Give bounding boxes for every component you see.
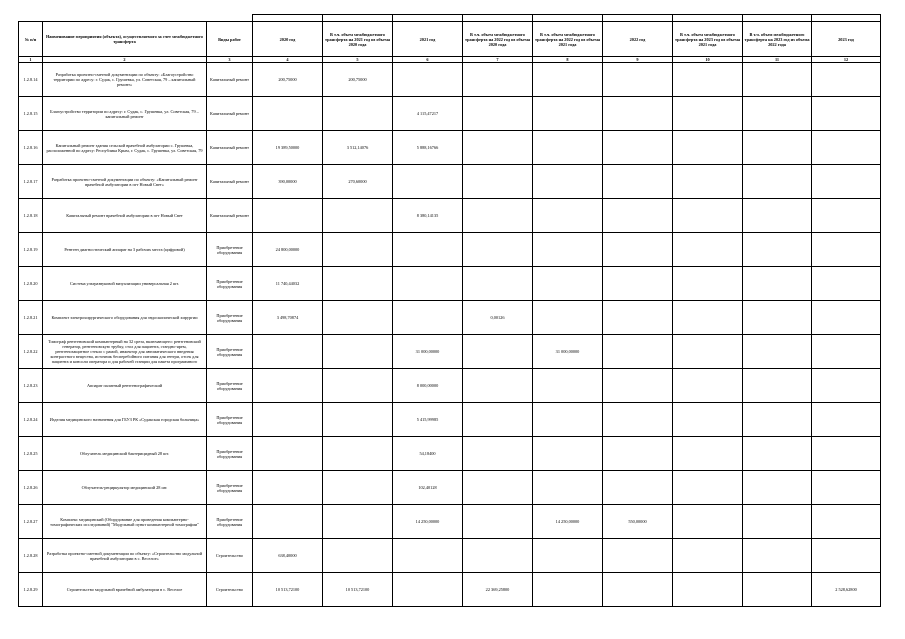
row-number: 1.2.8.21 bbox=[19, 301, 43, 335]
row-work-type: Строительство bbox=[207, 539, 253, 573]
row-number: 1.2.8.26 bbox=[19, 471, 43, 505]
cell-incl-2023-from-2022 bbox=[743, 131, 812, 165]
row-number: 1.2.8.28 bbox=[19, 539, 43, 573]
table-row bbox=[19, 63, 881, 97]
header-incl-2021-from-2020: В т.ч. объем межбюджетного трансферта на 2021 год из объема 2020 года bbox=[323, 22, 393, 57]
row-work-type: Капитальный ремонт bbox=[207, 131, 253, 165]
cell-incl-2023-from-2022 bbox=[743, 97, 812, 131]
cell-2023 bbox=[812, 131, 881, 165]
cell-incl-2023-from-2022 bbox=[743, 335, 812, 369]
cell-2021 bbox=[393, 165, 463, 199]
transfer-table bbox=[18, 14, 881, 607]
cell-2021: 54,18400 bbox=[393, 437, 463, 471]
cell-2021 bbox=[393, 63, 463, 97]
cell-incl-2022-from-2021 bbox=[533, 97, 603, 131]
cell-2021 bbox=[393, 267, 463, 301]
cell-incl-2022-from-2021 bbox=[533, 63, 603, 97]
cell-2022 bbox=[603, 403, 673, 437]
row-work-type: Приобретение оборудования bbox=[207, 267, 253, 301]
row-work-type: Приобретение оборудования bbox=[207, 505, 253, 539]
cell-incl-2023-from-2021 bbox=[673, 63, 743, 97]
cell-2020: 10 513,72100 bbox=[253, 573, 323, 607]
cell-incl-2023-from-2021 bbox=[673, 403, 743, 437]
column-number: 10 bbox=[673, 57, 743, 63]
column-number: 4 bbox=[253, 57, 323, 63]
cell-2022 bbox=[603, 471, 673, 505]
column-number: 6 bbox=[393, 57, 463, 63]
header-2023: 2023 год bbox=[812, 22, 881, 57]
cell-2020: 3 498,70874 bbox=[253, 301, 323, 335]
row-name: Комплекс медицинский (Оборудование для проведения компьютерно-томографических исследований) "Модульный пункт компьютерной томографии" bbox=[43, 505, 207, 539]
row-name: Система ультразвуковой визуализации универсальная 2 шт. bbox=[43, 267, 207, 301]
cell-incl-2022-from-2020: 0,00126 bbox=[463, 301, 533, 335]
row-name: Разработка проектно-сметной документации по объекту: «Строительство модульной врачебной амбулатории в с. Веселое» bbox=[43, 539, 207, 573]
cell-2022 bbox=[603, 63, 673, 97]
cell-incl-2022-from-2021 bbox=[533, 369, 603, 403]
cell-incl-2023-from-2022 bbox=[743, 233, 812, 267]
cell-incl-2021-from-2020 bbox=[323, 97, 393, 131]
cell-2021: 4 115,47217 bbox=[393, 97, 463, 131]
cell-incl-2023-from-2021 bbox=[673, 267, 743, 301]
top-spacer-row bbox=[19, 15, 881, 22]
cell-incl-2023-from-2021 bbox=[673, 573, 743, 607]
cell-incl-2023-from-2022 bbox=[743, 369, 812, 403]
row-number: 1.2.8.14 bbox=[19, 63, 43, 97]
cell-incl-2021-from-2020 bbox=[323, 199, 393, 233]
cell-incl-2023-from-2021 bbox=[673, 97, 743, 131]
cell-2021 bbox=[393, 539, 463, 573]
cell-incl-2022-from-2021 bbox=[533, 573, 603, 607]
cell-incl-2023-from-2022 bbox=[743, 165, 812, 199]
cell-incl-2022-from-2020: 22 369,25800 bbox=[463, 573, 533, 607]
cell-2023 bbox=[812, 267, 881, 301]
cell-incl-2022-from-2021 bbox=[533, 471, 603, 505]
cell-incl-2023-from-2022 bbox=[743, 573, 812, 607]
header-row bbox=[19, 22, 881, 57]
cell-2020: 200,75000 bbox=[253, 63, 323, 97]
cell-incl-2023-from-2021 bbox=[673, 301, 743, 335]
row-work-type: Строительство bbox=[207, 573, 253, 607]
cell-2022 bbox=[603, 437, 673, 471]
cell-incl-2022-from-2020 bbox=[463, 131, 533, 165]
cell-incl-2023-from-2022 bbox=[743, 437, 812, 471]
cell-incl-2021-from-2020: 270,60000 bbox=[323, 165, 393, 199]
cell-incl-2023-from-2022 bbox=[743, 199, 812, 233]
row-number: 1.2.8.20 bbox=[19, 267, 43, 301]
cell-incl-2022-from-2020 bbox=[463, 471, 533, 505]
cell-incl-2021-from-2020 bbox=[323, 369, 393, 403]
table-row bbox=[19, 131, 881, 165]
cell-2022 bbox=[603, 233, 673, 267]
table-row bbox=[19, 437, 881, 471]
header-num: № п/п bbox=[19, 22, 43, 57]
cell-incl-2022-from-2020 bbox=[463, 199, 533, 233]
table-row bbox=[19, 369, 881, 403]
cell-incl-2023-from-2021 bbox=[673, 165, 743, 199]
cell-2021: 31 000,00000 bbox=[393, 335, 463, 369]
cell-2022 bbox=[603, 539, 673, 573]
table-row bbox=[19, 97, 881, 131]
cell-2022 bbox=[603, 369, 673, 403]
row-number: 1.2.8.18 bbox=[19, 199, 43, 233]
cell-incl-2021-from-2020: 200,75000 bbox=[323, 63, 393, 97]
table-row bbox=[19, 505, 881, 539]
cell-incl-2022-from-2020 bbox=[463, 335, 533, 369]
cell-2023 bbox=[812, 63, 881, 97]
cell-incl-2022-from-2020 bbox=[463, 233, 533, 267]
cell-incl-2022-from-2021: 31 000,00000 bbox=[533, 335, 603, 369]
cell-incl-2022-from-2021 bbox=[533, 403, 603, 437]
cell-2020 bbox=[253, 471, 323, 505]
cell-incl-2023-from-2022 bbox=[743, 63, 812, 97]
cell-2021: 5 415,99985 bbox=[393, 403, 463, 437]
header-2022: 2022 год bbox=[603, 22, 673, 57]
row-number: 1.2.8.15 bbox=[19, 97, 43, 131]
column-number: 2 bbox=[43, 57, 207, 63]
row-work-type: Капитальный ремонт bbox=[207, 63, 253, 97]
cell-incl-2022-from-2020 bbox=[463, 97, 533, 131]
cell-2020 bbox=[253, 505, 323, 539]
row-work-type: Капитальный ремонт bbox=[207, 165, 253, 199]
cell-2023 bbox=[812, 471, 881, 505]
cell-incl-2021-from-2020 bbox=[323, 403, 393, 437]
cell-incl-2023-from-2022 bbox=[743, 403, 812, 437]
cell-incl-2021-from-2020 bbox=[323, 539, 393, 573]
header-incl-2022-from-2021: В т.ч. объем межбюджетного трансферта на 2022 год из объема 2021 года bbox=[533, 22, 603, 57]
column-number: 5 bbox=[323, 57, 393, 63]
cell-incl-2023-from-2021 bbox=[673, 539, 743, 573]
column-number: 1 bbox=[19, 57, 43, 63]
row-work-type: Приобретение оборудования bbox=[207, 301, 253, 335]
row-work-type: Капитальный ремонт bbox=[207, 199, 253, 233]
table-row bbox=[19, 301, 881, 335]
cell-incl-2021-from-2020 bbox=[323, 471, 393, 505]
row-name: Капитальный ремонт врачебной амбулатории в пгт Новый Свет bbox=[43, 199, 207, 233]
column-number: 9 bbox=[603, 57, 673, 63]
table-row bbox=[19, 471, 881, 505]
cell-2023 bbox=[812, 539, 881, 573]
cell-2020 bbox=[253, 437, 323, 471]
row-work-type: Приобретение оборудования bbox=[207, 437, 253, 471]
cell-incl-2022-from-2020 bbox=[463, 369, 533, 403]
table-row bbox=[19, 573, 881, 607]
header-incl-2023-from-2022: В т.ч. объем межбюджетного трансферта на 2023 год из объема 2022 года bbox=[743, 22, 812, 57]
row-work-type: Приобретение оборудования bbox=[207, 471, 253, 505]
cell-incl-2022-from-2020 bbox=[463, 539, 533, 573]
cell-2021: 5 888,16766 bbox=[393, 131, 463, 165]
row-number: 1.2.8.17 bbox=[19, 165, 43, 199]
cell-incl-2022-from-2021 bbox=[533, 301, 603, 335]
table-row bbox=[19, 539, 881, 573]
row-number: 1.2.8.23 bbox=[19, 369, 43, 403]
row-name: Рентген диагностический аппарат на 3 рабочих места (цифровой) bbox=[43, 233, 207, 267]
row-name: Томограф рентгеновский компьютерный на 32 среза, включающего: рентгеновский генератор, рентгеновскую трубку, стол для пациента, стандно-ярем, рентгенозащитное стекло с рамой, инжектор для автоматического введения контрастного вещества, источник бесперебойного питания для гентри, отсек для пациента и консоли оператора и для рабочей станции для пакета программного bbox=[43, 335, 207, 369]
cell-2023 bbox=[812, 301, 881, 335]
cell-incl-2022-from-2020 bbox=[463, 267, 533, 301]
cell-incl-2022-from-2021 bbox=[533, 437, 603, 471]
cell-incl-2022-from-2020 bbox=[463, 165, 533, 199]
cell-incl-2023-from-2022 bbox=[743, 505, 812, 539]
column-number: 7 bbox=[463, 57, 533, 63]
row-name: Изделия медицинского назначения для ГБУЗ РК «Судакская городская больница» bbox=[43, 403, 207, 437]
cell-incl-2021-from-2020 bbox=[323, 505, 393, 539]
cell-incl-2021-from-2020 bbox=[323, 301, 393, 335]
row-number: 1.2.8.19 bbox=[19, 233, 43, 267]
cell-2021 bbox=[393, 573, 463, 607]
table-row bbox=[19, 403, 881, 437]
cell-2023 bbox=[812, 165, 881, 199]
cell-incl-2022-from-2021 bbox=[533, 267, 603, 301]
cell-2022 bbox=[603, 301, 673, 335]
row-name: Благоустройство территории по адресу: г. Судак, с. Грушевка, ул. Советская, 79 – капитальный ремонт bbox=[43, 97, 207, 131]
cell-incl-2022-from-2020 bbox=[463, 403, 533, 437]
cell-2022 bbox=[603, 131, 673, 165]
cell-2021 bbox=[393, 301, 463, 335]
row-number: 1.2.8.27 bbox=[19, 505, 43, 539]
cell-2020 bbox=[253, 403, 323, 437]
cell-2021: 102,40128 bbox=[393, 471, 463, 505]
row-name: Облучатель медицинский бактерицидный 28 шт. bbox=[43, 437, 207, 471]
row-work-type: Капитальный ремонт bbox=[207, 97, 253, 131]
row-name: Капитальный ремонт здания сельской врачебной амбулатории с. Грушевка, расположенной по адресу: Республика Крым, г. Судак, с. Грушевка, ул. Советская, 79 bbox=[43, 131, 207, 165]
row-number: 1.2.8.16 bbox=[19, 131, 43, 165]
cell-2021: 8 000,00000 bbox=[393, 369, 463, 403]
cell-incl-2023-from-2021 bbox=[673, 505, 743, 539]
cell-incl-2022-from-2021: 14 250,00000 bbox=[533, 505, 603, 539]
cell-2020: 638,40000 bbox=[253, 539, 323, 573]
cell-incl-2022-from-2021 bbox=[533, 539, 603, 573]
cell-2022 bbox=[603, 573, 673, 607]
row-work-type: Приобретение оборудования bbox=[207, 335, 253, 369]
cell-2020: 19 389,50000 bbox=[253, 131, 323, 165]
row-work-type: Приобретение оборудования bbox=[207, 233, 253, 267]
row-number: 1.2.8.24 bbox=[19, 403, 43, 437]
cell-2023: 2 528,62800 bbox=[812, 573, 881, 607]
cell-incl-2023-from-2021 bbox=[673, 471, 743, 505]
cell-2023 bbox=[812, 233, 881, 267]
cell-2022 bbox=[603, 97, 673, 131]
cell-2022 bbox=[603, 335, 673, 369]
table-row bbox=[19, 165, 881, 199]
row-name: Разработка проектно-сметной документации по объекту: «Благоустройство территории по адресу: г. Судак, с. Грушевка, ул. Советская, 79 – капитальный ремонт» bbox=[43, 63, 207, 97]
cell-2021 bbox=[393, 233, 463, 267]
cell-2020 bbox=[253, 199, 323, 233]
cell-incl-2023-from-2021 bbox=[673, 233, 743, 267]
cell-incl-2023-from-2021 bbox=[673, 437, 743, 471]
cell-incl-2023-from-2021 bbox=[673, 369, 743, 403]
cell-incl-2021-from-2020 bbox=[323, 335, 393, 369]
table-row bbox=[19, 233, 881, 267]
header-2021: 2021 год bbox=[393, 22, 463, 57]
table-row bbox=[19, 335, 881, 369]
cell-incl-2021-from-2020 bbox=[323, 267, 393, 301]
row-name: Аппарат палатный рентгенографический bbox=[43, 369, 207, 403]
cell-incl-2022-from-2021 bbox=[533, 165, 603, 199]
cell-incl-2023-from-2021 bbox=[673, 199, 743, 233]
cell-incl-2023-from-2022 bbox=[743, 539, 812, 573]
cell-2023 bbox=[812, 437, 881, 471]
cell-2023 bbox=[812, 369, 881, 403]
cell-incl-2023-from-2021 bbox=[673, 335, 743, 369]
cell-incl-2022-from-2021 bbox=[533, 199, 603, 233]
cell-incl-2022-from-2020 bbox=[463, 63, 533, 97]
cell-incl-2022-from-2020 bbox=[463, 437, 533, 471]
row-work-type: Приобретение оборудования bbox=[207, 369, 253, 403]
row-name: Разработка проектно-сметной документации по объекту: «Капитальный ремонт врачебной амбулатории в пгт Новый Свет» bbox=[43, 165, 207, 199]
row-name: Облучатель-рециркулятор медицинский 28 шт. bbox=[43, 471, 207, 505]
cell-2023 bbox=[812, 403, 881, 437]
cell-incl-2021-from-2020: 3 512,14076 bbox=[323, 131, 393, 165]
row-name: Комплект электрохирургического оборудования для эндоскопической хирургии bbox=[43, 301, 207, 335]
cell-incl-2023-from-2021 bbox=[673, 131, 743, 165]
cell-incl-2021-from-2020 bbox=[323, 233, 393, 267]
cell-2022 bbox=[603, 267, 673, 301]
cell-2022 bbox=[603, 199, 673, 233]
cell-2020 bbox=[253, 369, 323, 403]
row-name: Строительство модульной врачебной амбулатории в с. Веселое bbox=[43, 573, 207, 607]
cell-2020 bbox=[253, 97, 323, 131]
column-number: 3 bbox=[207, 57, 253, 63]
cell-2023 bbox=[812, 199, 881, 233]
table-row bbox=[19, 199, 881, 233]
document-sheet bbox=[18, 14, 880, 607]
cell-2023 bbox=[812, 97, 881, 131]
column-number: 11 bbox=[743, 57, 812, 63]
cell-incl-2023-from-2022 bbox=[743, 267, 812, 301]
cell-2020 bbox=[253, 335, 323, 369]
cell-2020: 390,00000 bbox=[253, 165, 323, 199]
header-incl-2022-from-2020: В т.ч. объем межбюджетного трансферта на 2022 год из объема 2020 года bbox=[463, 22, 533, 57]
column-number: 8 bbox=[533, 57, 603, 63]
row-work-type: Приобретение оборудования bbox=[207, 403, 253, 437]
cell-2023 bbox=[812, 505, 881, 539]
header-name: Наименование мероприятия (объекта), осуществляемого за счет межбюджетного трансферта bbox=[43, 22, 207, 57]
cell-2021: 8 380,14135 bbox=[393, 199, 463, 233]
cell-2023 bbox=[812, 335, 881, 369]
header-2020: 2020 год bbox=[253, 22, 323, 57]
cell-2022 bbox=[603, 165, 673, 199]
header-work-type: Виды работ bbox=[207, 22, 253, 57]
row-number: 1.2.8.29 bbox=[19, 573, 43, 607]
cell-2021: 14 250,00000 bbox=[393, 505, 463, 539]
cell-incl-2023-from-2022 bbox=[743, 471, 812, 505]
cell-incl-2021-from-2020: 10 513,72100 bbox=[323, 573, 393, 607]
cell-2022: 550,00000 bbox=[603, 505, 673, 539]
cell-incl-2022-from-2021 bbox=[533, 233, 603, 267]
row-number: 1.2.8.25 bbox=[19, 437, 43, 471]
table-row bbox=[19, 267, 881, 301]
cell-incl-2022-from-2021 bbox=[533, 131, 603, 165]
cell-incl-2023-from-2022 bbox=[743, 301, 812, 335]
cell-2020: 24 800,00000 bbox=[253, 233, 323, 267]
column-number: 12 bbox=[812, 57, 881, 63]
cell-incl-2021-from-2020 bbox=[323, 437, 393, 471]
header-incl-2023-from-2021: В т.ч. объем межбюджетного трансферта на 2023 год из объема 2021 года bbox=[673, 22, 743, 57]
cell-2020: 11 740,44032 bbox=[253, 267, 323, 301]
cell-incl-2022-from-2020 bbox=[463, 505, 533, 539]
row-number: 1.2.8.22 bbox=[19, 335, 43, 369]
